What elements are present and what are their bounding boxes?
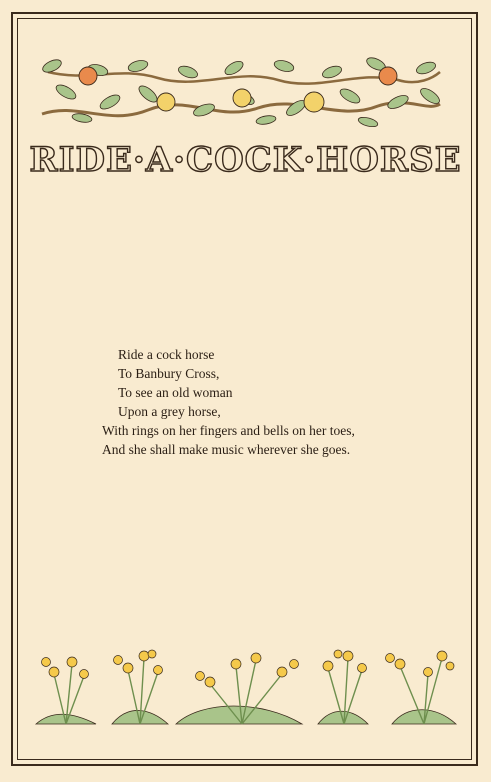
fruit-vine-banner [38, 52, 444, 132]
poem-line-1: Ride a cock horse [118, 347, 215, 362]
poem-line-5: With rings on her fingers and bells on her toes, [102, 423, 355, 438]
primrose-flowers-border [32, 640, 460, 730]
poem-line-3: To see an old woman [118, 385, 233, 400]
poem-line-2: To Banbury Cross, [118, 366, 220, 381]
poem-line-6: And she shall make music wherever she goes. [102, 442, 351, 457]
poem-line-4: Upon a grey horse, [118, 404, 221, 419]
page-title: RIDE·A·COCK·HORSE [29, 140, 462, 180]
